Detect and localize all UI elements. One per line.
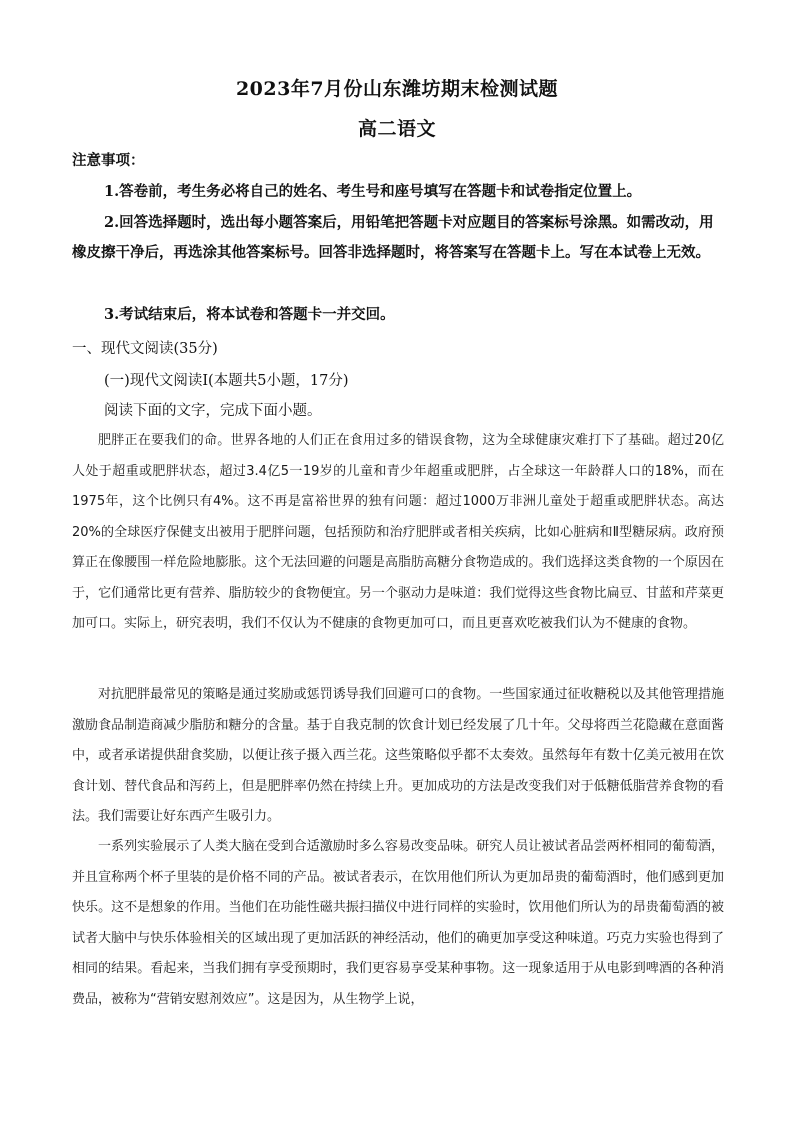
notice-item-2: 2.回答选择题时，选出每小题答案后，用铅笔把答题卡对应题目的答案标号涂黑。如需改动，用橡皮擦干净后，再选涂其他答案标号。回答非选择题时，将答案写在答题卡上。写在本试卷上无效。 [72,214,714,261]
notice-heading: 注意事项： [72,152,145,169]
exam-title: 2023年7月份山东潍坊期末检测试题 [235,78,559,100]
subsection-heading: (一)现代文阅读Ⅰ(本题共5小题，17分) [104,373,349,389]
passage-paragraph-3: 一系列实验展示了人类大脑在受到合适激励时多么容易改变品味。研究人员让被试者品尝两杯相同的葡萄酒，并且宣称两个杯子里装的是价格不同的产品。被试者表示，在饮用他们所认为更加昂贵的葡萄酒时，他们感到更加快乐。这不是想象的作用。当他们在功能性磁共振扫描仪中进行同样的实验时，饮用他们所认为的昂贵葡萄酒的被试者大脑中与快乐体验相关的区域出现了更加活跃的神经活动，他们的确更加享受这种味道。巧克力实验也得到了相同的结果。看起来，当我们拥有享受预期时，我们更容易享受某种事物。这一现象适用于从电影到啤酒的各种消费品，被称为“营销安慰剂效应”。这是因为，从生物学上说， [72,839,724,1007]
exam-subtitle: 高二语文 [357,118,436,140]
passage-paragraph-2: 对抗肥胖最常见的策略是通过奖励或惩罚诱导我们回避可口的食物。一些国家通过征收糖税以及其他管理措施激励食品制造商减少脂肪和糖分的含量。基于自我克制的饮食计划已经发展了几十年。父母将西兰花隐藏在意面酱中，或者承诺提供甜食奖励，以便让孩子摄入西兰花。这些策略似乎都不太奏效。虽然每年有数十亿美元被用在饮食计划、替代食品和泻药上，但是肥胖率仍然在持续上升。更加成功的方法是改变我们对于低糖低脂营养食物的看法。我们需要让好东西产生吸引力。 [72,687,724,824]
section-heading: 一、现代文阅读(35分) [72,341,218,357]
notice-item-3: 3.考试结束后，将本试卷和答题卡一并交回。 [104,306,395,323]
reading-instruction: 阅读下面的文字，完成下面小题。 [104,403,322,419]
passage-paragraph-1: 肥胖正在要我们的命。世界各地的人们正在食用过多的错误食物，这为全球健康灾难打下了基础。超过20亿人处于超重或肥胖状态，超过3.4亿5一19岁的儿童和青少年超重或肥胖，占全球这一年龄群人口的18%，而在1975年，这个比例只有4%。这不再是富裕世界的独有问题：超过1000万非洲儿童处于超重或肥胖状态。高达20%的全球医疗保健支出被用于肥胖问题，包括预防和治疗肥胖或者相关疾病，比如心脏病和Ⅱ型糖尿病。政府预算正在像腰围一样危险地膨胀。这个无法回避的问题是高脂肪高糖分食物造成的。我们选择这类食物的一个原因在于，它们通常比更有营养、脂肪较少的食物便宜。另一个驱动力是味道：我们觉得这些食物比扁豆、甘蓝和芹菜更加可口。实际上，研究表明，我们不仅认为不健康的食物更加可口，而且更喜欢吃被我们认为不健康的食物。 [72,433,724,631]
notice-item-1: 1.答卷前，考生务必将自己的姓名、考生号和座号填写在答题卡和试卷指定位置上。 [104,183,642,200]
